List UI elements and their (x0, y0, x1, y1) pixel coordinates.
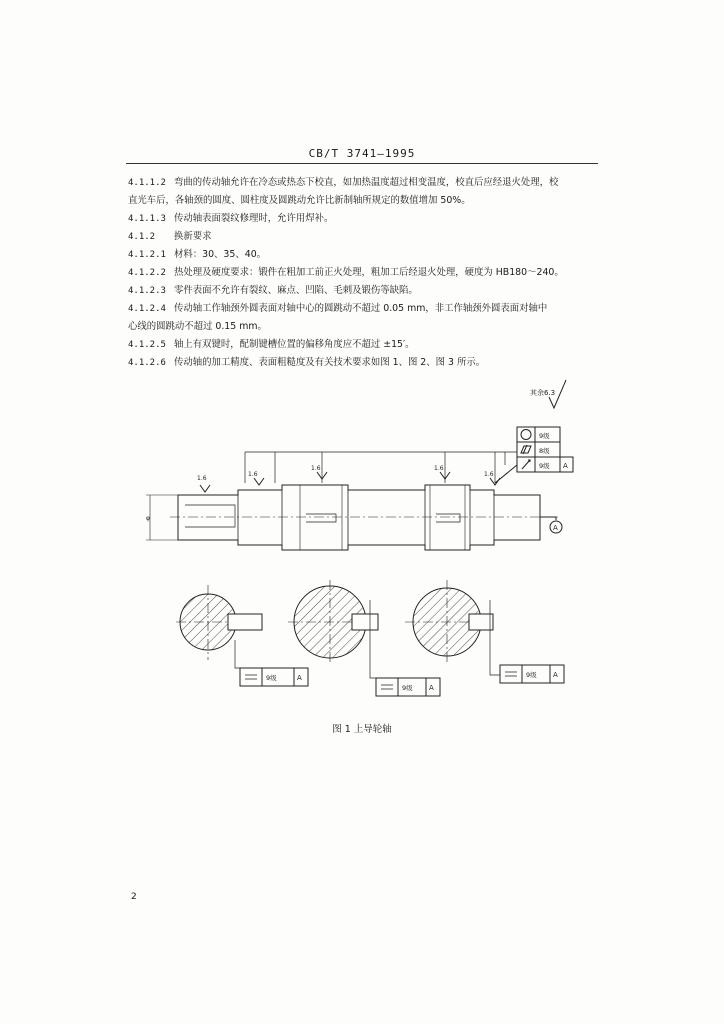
clause-number: 4.1.2.6 (128, 358, 166, 368)
tolerance-frame (245, 427, 573, 483)
paragraph-4-1-2-3 (128, 282, 598, 300)
clause-number: 4.1.2.5 (128, 340, 166, 350)
figure-caption: 图 1 上导轮轴 (332, 724, 392, 735)
shaft-drawing-svg (0, 370, 724, 720)
clause-number: 4.1.2 (128, 232, 156, 242)
cylindricity-icon (521, 445, 531, 454)
paragraph-line (128, 174, 598, 192)
clause-number: 4.1.2.1 (128, 250, 166, 260)
cross-section-1 (176, 585, 308, 686)
roughness-value: 1.6 (484, 471, 494, 478)
paragraph-4-1-2-1 (128, 246, 598, 264)
tolerance-datum: A (563, 462, 568, 470)
clause-number: 4.1.1.2 (128, 178, 166, 188)
clause-text: 传动轴工作轴颈外圆表面对轴中心的圆跳动不超过 0.05 mm，非工作轴颈外圆表面对轴中 (174, 303, 548, 314)
roughness-value: 1.6 (434, 465, 444, 472)
clause-number: 4.1.2.2 (128, 268, 166, 278)
tolerance-grade-1: 9级 (539, 432, 550, 440)
clause-number: 4.1.2.4 (128, 304, 166, 314)
general-roughness-symbol (530, 380, 566, 408)
clause-text: 热处理及硬度要求：锻件在粗加工前正火处理，粗加工后经退火处理，硬度为 HB180～240。 (174, 267, 564, 278)
page-number: 2 (131, 892, 137, 902)
roughness-value: 1.6 (197, 475, 207, 482)
paragraph-line (128, 318, 598, 336)
paragraph-4-1-2 (128, 228, 598, 246)
header-rule (126, 163, 598, 164)
clause-text: 直光车后，各轴颈的圆度、圆柱度及圆跳动允许比新制轴所规定的数值增加 50%。 (128, 195, 471, 206)
standard-number-header: CB/T 3741—1995 (308, 147, 416, 160)
clause-text: 换新要求 (174, 231, 212, 242)
paragraph-line (128, 300, 598, 318)
clause-text: 零件表面不允许有裂纹、麻点、凹陷、毛刺及锻伤等缺陷。 (174, 285, 418, 296)
tolerance-grade-2: 8级 (539, 447, 550, 455)
clause-text: 轴上有双键时，配制键槽位置的偏移角度应不超过 ±15′。 (174, 339, 415, 350)
tolerance-grade-3: 9级 (539, 462, 550, 470)
datum-a-symbol (540, 517, 562, 533)
clause-number: 4.1.1.3 (128, 214, 166, 224)
datum-a-label: A (553, 524, 558, 532)
clause-text: 传动轴表面裂纹修理时，允许用焊补。 (174, 213, 334, 224)
shaft-outline (146, 485, 560, 550)
clause-text: 传动轴的加工精度、表面粗糙度及有关技术要求如图 1、图 2、图 3 所示。 (174, 357, 486, 368)
roundness-icon (521, 430, 531, 440)
paragraph-4-1-1-3 (128, 210, 598, 228)
figure-1-drawing (0, 370, 724, 720)
section-grade: 9级 (526, 671, 537, 679)
clause-text: 材料：30、35、40。 (174, 249, 267, 260)
paragraph-4-1-2-2 (128, 264, 598, 282)
cross-section-3 (405, 580, 564, 683)
section-datum: A (429, 684, 434, 692)
roughness-note-text: 其余6.3 (530, 389, 556, 397)
clause-number: 4.1.2.3 (128, 286, 166, 296)
section-datum: A (553, 671, 558, 679)
roughness-value: 1.6 (248, 471, 258, 478)
paragraph-line (128, 192, 598, 210)
paragraph-4-1-2-5 (128, 336, 598, 354)
roughness-value: 1.6 (311, 465, 321, 472)
clause-text: 弯曲的传动轴允许在冷态或热态下校直，如加热温度超过相变温度，校直后应经退火处理，校 (174, 177, 559, 188)
section-datum: A (297, 674, 302, 682)
section-grade: 9级 (266, 674, 277, 682)
runout-icon (522, 460, 530, 469)
section-grade: 9级 (402, 684, 413, 692)
clause-text: 心线的圆跳动不超过 0.15 mm。 (128, 321, 267, 332)
shaft-diameter-label: φ (146, 515, 150, 522)
